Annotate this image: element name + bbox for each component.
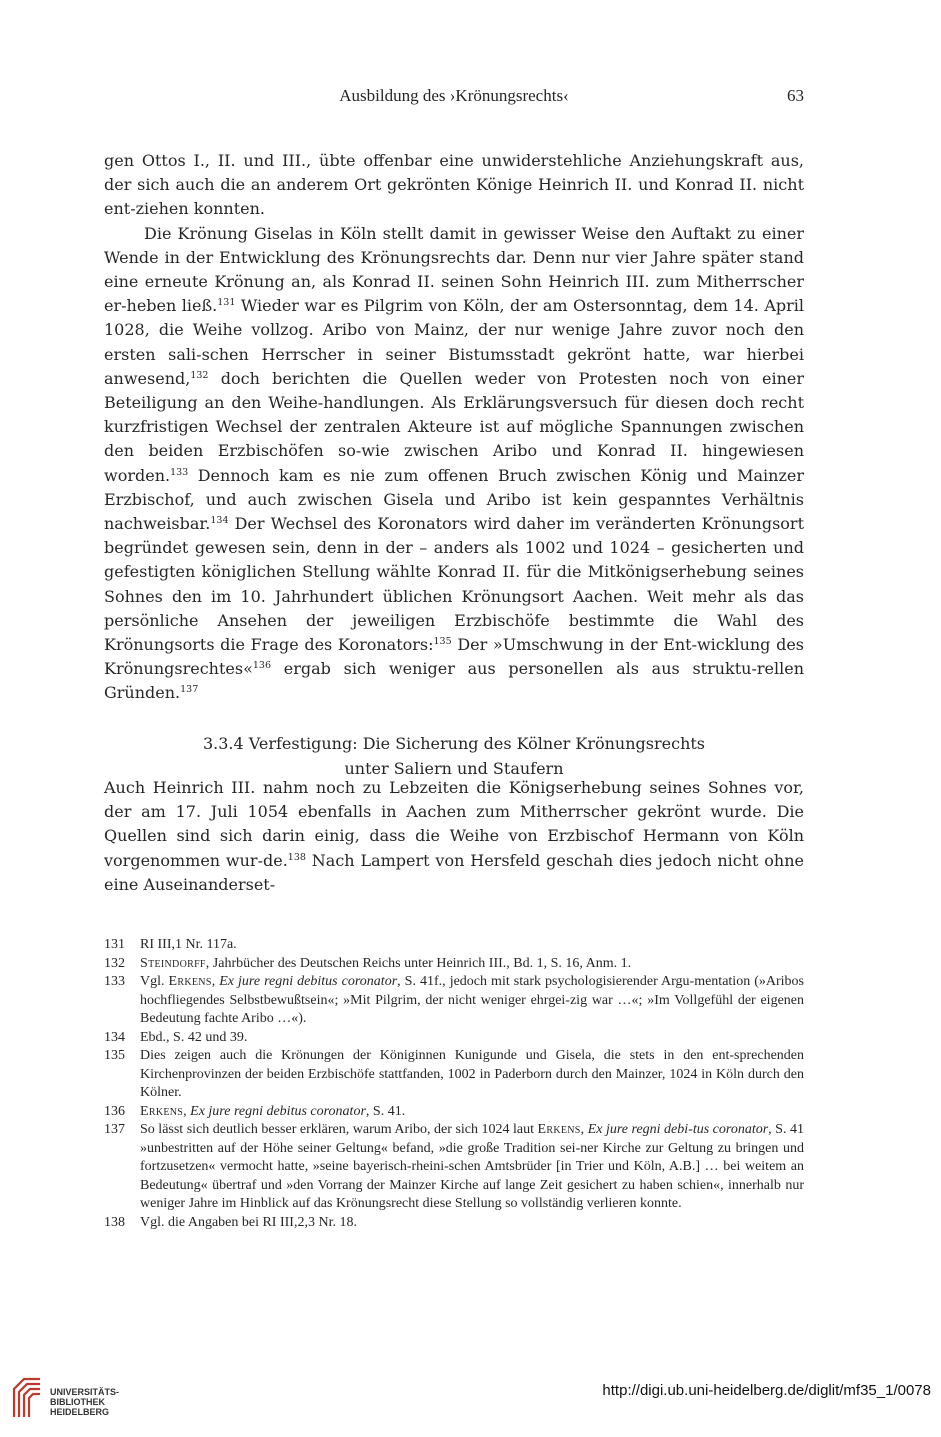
running-title: Ausbildung des ›Krönungsrechts‹: [339, 86, 569, 105]
footnote-137: 137 So lässt sich deutlich besser erklären, warum Aribo, der sich 1024 laut Erkens, Ex jure regni debi-tus coronator, S. 41 »unbestritten auf der Höhe seiner Geltung« befand, »die große Tradition sei-ner Kirche zur Geltung zu bringen und fortzusetzen« vermocht hatte, »seine bayerisch-rheini-schen Amtsbrüder [in Trier und Köln, A.B.] … bei weitem an Bedeutung« übertraf und »den Vorrang der Mainzer Kirche auf lange Zeit gesichert zu haben schien«, innerhalb nur weniger Jahre im Hinblick auf das Krönungsrecht diese Stellung so vollständig verlieren konnte.: [104, 1122, 804, 1211]
footnote-author: Steindorff: [140, 955, 206, 971]
footnote-133: 133 Vgl. Erkens, Ex jure regni debitus coronator, S. 41f., jedoch mit stark psychologisierender Argu-mentation (»Aribos hochfliegendes Selbstbewußtsein«; »Mit Pilgrim, der nicht weniger ehrgei-zig war …«; »Im Vollgefühl der eigenen Bedeutung fachte Aribo …«).: [104, 974, 805, 1026]
footnote-title: Ex jure regni debitus coronator: [190, 1103, 366, 1119]
section-heading: [104, 732, 804, 781]
footnote-ref-131[interactable]: 131: [217, 297, 236, 309]
footnote-134: 134 Ebd., S. 42 und 39.: [104, 1029, 804, 1048]
footnote-number: 132: [104, 955, 125, 971]
footnote-138: 138 Vgl. die Angaben bei RI III,2,3 Nr. 18.: [104, 1214, 804, 1233]
page-number: 63: [787, 86, 804, 105]
footnote-number: 136: [104, 1103, 125, 1119]
body-text: [104, 149, 804, 706]
footnote-ref-137[interactable]: 137: [180, 684, 199, 696]
footnote-author: Erkens: [168, 974, 212, 989]
footnote-ref-136[interactable]: 136: [252, 660, 272, 672]
footnote-title: Ex jure regni debitus coronator: [219, 974, 398, 989]
source-url[interactable]: http://digi.ub.uni-heidelberg.de/diglit/mf35_1/0078: [602, 1382, 931, 1399]
running-head: [104, 86, 804, 112]
footnote-ref-138[interactable]: 138: [287, 851, 306, 863]
footnote-number: 133: [104, 974, 125, 989]
footnotes: [104, 936, 804, 1232]
section-heading-line-1: 3.3.4 Verfestigung: Die Sicherung des Kölner Krönungsrechts: [202, 734, 706, 753]
footnote-author: Erkens: [140, 1103, 184, 1119]
footnote-ref-135[interactable]: 135: [433, 636, 452, 648]
footnote-number: 134: [104, 1029, 125, 1045]
library-logo-text: UNIVERSITÄTS- BIBLIOTHEK HEIDELBERG: [50, 1387, 120, 1417]
paragraph-3: Auch Heinrich III. nahm noch zu Lebzeiten die Königserhebung seines Sohnes vor, der am 17. Juli 1054 ebenfalls in Aachen zum Mitherrscher gekrönt wurde. Die Quellen sind sich darin einig, dass die Weihe von Erzbischof Hermann von Köln vorgenommen wur-de.$^{138}$ Nach Lampert von Hersfeld geschah dies jedoch nicht ohne eine Auseinanderset-: [104, 778, 804, 894]
paragraph-2: Die Krönung Giselas in Köln stellt damit in gewisser Weise den Auftakt zu einer Wende in der Entwicklung des Krönungsrechts dar. Denn nur vier Jahre später stand eine erneute Krönung an, als Konrad II. seinen Sohn Heinrich III. zum Mitherrscher er-heben ließ.$^{131}$ Wieder war es Pilgrim von Köln, der am Ostersonntag, dem 14. April 1028, die Weihe vollzog. Aribo von Mainz, der nur wenige Jahre zuvor noch den ersten sali-schen Herrscher in seiner Bistumsstadt gekrönt hatte, war hierbei anwesend,$^{132}$ doch berichten die Quellen weder von Protesten noch von einer Beteiligung an den Weihe-handlungen. Als Erklärungsversuch für diesen doch recht kurzfristigen Wechsel der zentralen Akteure ist auf mögliche Spannungen zwischen den beiden Erzbischöfen so-wie zwischen Aribo und Konrad II. hingewiesen worden.$^{133}$ Dennoch kam es nie zum offenen Bruch zwischen König und Mainzer Erzbischof, und auch zwischen Gisela und Aribo ist kein gespanntes Verhältnis nachweisbar.$^{134}$ Der Wechsel des Koronators wird daher im veränderten Krönungsort begründet gewesen sein, denn in der – anders als 1002 und 1024 – gesicherten und gefestigten königlichen Stellung wählte Konrad II. für die Mitkönigserhebung seines Sohnes den im 10. Jahrhundert üblichen Krönungsort Aachen. Weit mehr als das persönliche Ansehen der jeweiligen Erzbischöfe bestimmte die Wahl des Krönungsorts die Frage des Koronators:$^{135}$ Der »Umschwung in der Ent-wicklung des Krönungsrechtes«$^{136}$ ergab sich weniger aus personellen als aus struktu-rellen Gründen.$^{137}$: [104, 223, 805, 703]
footnote-136: 136 Erkens, Ex jure regni debitus coronator, S. 41.: [104, 1103, 804, 1122]
footnote-author: Erkens: [537, 1122, 581, 1137]
footnote-ref-132[interactable]: 132: [190, 369, 209, 381]
body-text-section: [104, 776, 804, 897]
footnote-number: 137: [104, 1122, 125, 1137]
footnote-number: 135: [104, 1048, 125, 1063]
footnote-132: 132 Steindorff, Jahrbücher des Deutschen Reichs unter Heinrich III., Bd. 1, S. 16, Anm. 1.: [104, 955, 804, 974]
footnote-title: Ex jure regni debi-tus coronator: [587, 1122, 769, 1137]
footnote-number: 138: [104, 1214, 125, 1230]
library-logo[interactable]: [10, 1375, 150, 1425]
section-heading-line-2: unter Saliern und Staufern: [344, 758, 564, 778]
footnote-131: 131 RI III,1 Nr. 117a.: [104, 936, 804, 955]
footnote-ref-133[interactable]: 133: [170, 466, 189, 478]
footnote-ref-134[interactable]: 134: [210, 515, 229, 527]
footnote-135: 135 Dies zeigen auch die Krönungen der Königinnen Kunigunde und Gisela, die stets in den ent-sprechenden Kirchenprovinzen der beiden Erzbischöfe stattfanden, 1002 in Paderborn durch den Mainzer, 1024 in Köln durch den Kölner.: [104, 1048, 804, 1100]
paragraph-1: gen Ottos I., II. und III., übte offenbar eine unwiderstehliche Anziehungskraft aus, der sich auch die an anderem Ort gekrönten Könige Heinrich II. und Konrad II. nicht ent-ziehen konnten.: [104, 151, 804, 219]
library-logo-icon: [10, 1375, 44, 1419]
footnote-number: 131: [104, 937, 125, 952]
